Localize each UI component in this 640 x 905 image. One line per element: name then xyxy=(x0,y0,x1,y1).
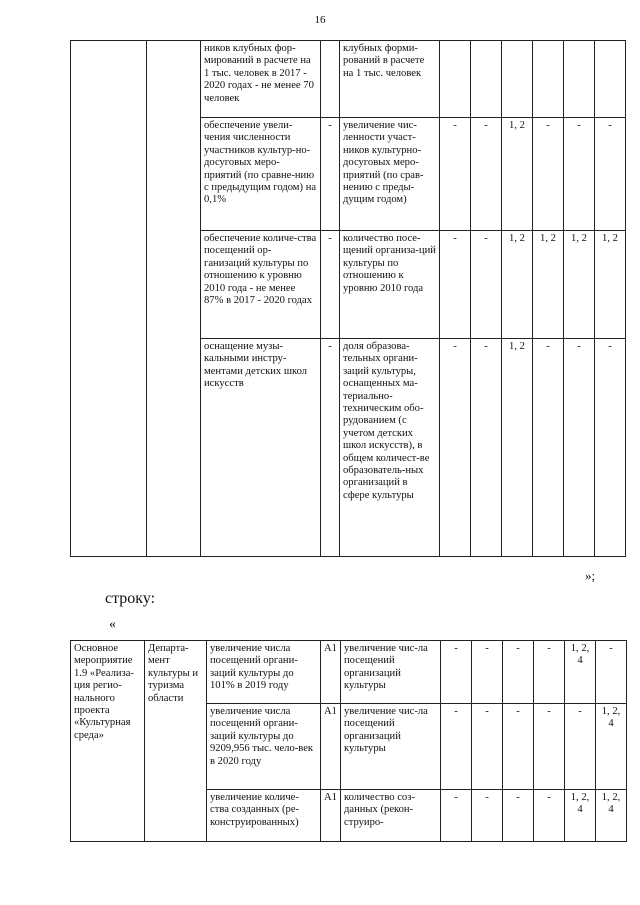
year-cell: - xyxy=(440,339,471,557)
table-continuation xyxy=(70,40,626,557)
year-cell xyxy=(440,41,471,118)
year-cell: - xyxy=(564,339,595,557)
year-cell: 1, 2, 4 xyxy=(565,641,596,704)
measure-cell: увеличение чис-ленности участ-ников культурно-досуговых меро-приятий (по срав-нению с преды-дущим годом) xyxy=(340,118,440,231)
year-cell: - xyxy=(441,641,472,704)
measure-cell: количество посе-щений организа-ций культуры по отношению к уровню 2010 года xyxy=(340,231,440,339)
opening-quote-mark: « xyxy=(109,617,116,632)
indicator-cell: увеличение количе-ства созданных (ре-конструированных) xyxy=(207,790,321,842)
code-cell: А1 xyxy=(321,790,341,842)
year-cell: - xyxy=(564,118,595,231)
year-cell: 1, 2 xyxy=(502,339,533,557)
year-cell: - xyxy=(503,704,534,790)
year-cell: 1, 2 xyxy=(502,231,533,339)
indicator-cell: обеспечение увели-чения численности участников культур-но-досуговых меро-приятий (по сравне-нию с предыдущим годом) на 0,1% xyxy=(201,118,321,231)
department-cell: Департа-мент культуры и туризма области xyxy=(145,641,207,842)
year-cell: - xyxy=(596,641,627,704)
indicator-cell: обеспечение количе-ства посещений ор-ганизаций культуры по отношению к уровню 2010 года - не менее 87% в 2017 - 2020 годах xyxy=(201,231,321,339)
indicator-cell: оснащение музы-кальными инстру-ментами детских школ искусств xyxy=(201,339,321,557)
year-cell: - xyxy=(503,790,534,842)
year-cell: 1, 2 xyxy=(502,118,533,231)
year-cell: - xyxy=(440,231,471,339)
year-cell: - xyxy=(503,641,534,704)
year-cell: - xyxy=(595,339,626,557)
year-cell: - xyxy=(534,790,565,842)
stroku-label: строку: xyxy=(105,590,156,607)
year-cell: - xyxy=(440,118,471,231)
year-cell xyxy=(564,41,595,118)
measure-cell: количество соз-данных (рекон-струиро- xyxy=(341,790,441,842)
year-cell xyxy=(595,41,626,118)
year-cell xyxy=(471,41,502,118)
event-cell xyxy=(71,41,147,557)
measure-cell: увеличение чис-ла посещений организаций культуры xyxy=(341,704,441,790)
year-cell: - xyxy=(565,704,596,790)
event-cell: Основное мероприятие 1.9 «Реализа-ция регио-нального проекта «Культурная среда» xyxy=(71,641,145,842)
year-cell: - xyxy=(533,339,564,557)
indicator-cell: увеличение числа посещений органи-заций культуры до 101% в 2019 году xyxy=(207,641,321,704)
code-cell: А1 xyxy=(321,641,341,704)
table-replacement xyxy=(70,640,627,842)
year-cell: 1, 2 xyxy=(533,231,564,339)
indicator-cell: увеличение числа посещений органи-заций культуры до 9209,956 тыс. чело-век в 2020 году xyxy=(207,704,321,790)
year-cell xyxy=(533,41,564,118)
measure-cell: увеличение чис-ла посещений организаций культуры xyxy=(341,641,441,704)
year-cell: - xyxy=(472,641,503,704)
department-cell xyxy=(147,41,201,557)
closing-quote-mark: »; xyxy=(585,568,596,583)
code-cell: - xyxy=(321,339,340,557)
code-cell: - xyxy=(321,118,340,231)
table-row xyxy=(71,641,627,704)
page-number: 16 xyxy=(314,14,326,26)
year-cell: 1, 2 xyxy=(595,231,626,339)
year-cell: - xyxy=(471,118,502,231)
measure-cell: доля образова-тельных органи-заций культуры, оснащенных ма-териально-техническим обо-рудованием (с учетом детских школ искусств), в общем количест-ве образователь-ных организаций в сфере культуры xyxy=(340,339,440,557)
year-cell: 1, 2, 4 xyxy=(565,790,596,842)
year-cell: - xyxy=(534,641,565,704)
year-cell: - xyxy=(533,118,564,231)
code-cell: А1 xyxy=(321,704,341,790)
year-cell: - xyxy=(472,704,503,790)
year-cell: 1, 2, 4 xyxy=(596,790,627,842)
year-cell: - xyxy=(534,704,565,790)
year-cell: - xyxy=(471,339,502,557)
code-cell: - xyxy=(321,231,340,339)
year-cell: - xyxy=(441,704,472,790)
year-cell: - xyxy=(595,118,626,231)
year-cell: 1, 2 xyxy=(564,231,595,339)
table-row xyxy=(71,41,626,118)
year-cell: 1, 2, 4 xyxy=(596,704,627,790)
year-cell: - xyxy=(471,231,502,339)
year-cell: - xyxy=(472,790,503,842)
year-cell xyxy=(502,41,533,118)
indicator-cell: ников клубных фор-мирований в расчете на 1 тыс. человек в 2017 - 2020 годах - не менее 70 человек xyxy=(201,41,321,118)
measure-cell: клубных форми-рований в расчете на 1 тыс. человек xyxy=(340,41,440,118)
year-cell: - xyxy=(441,790,472,842)
code-cell xyxy=(321,41,340,118)
